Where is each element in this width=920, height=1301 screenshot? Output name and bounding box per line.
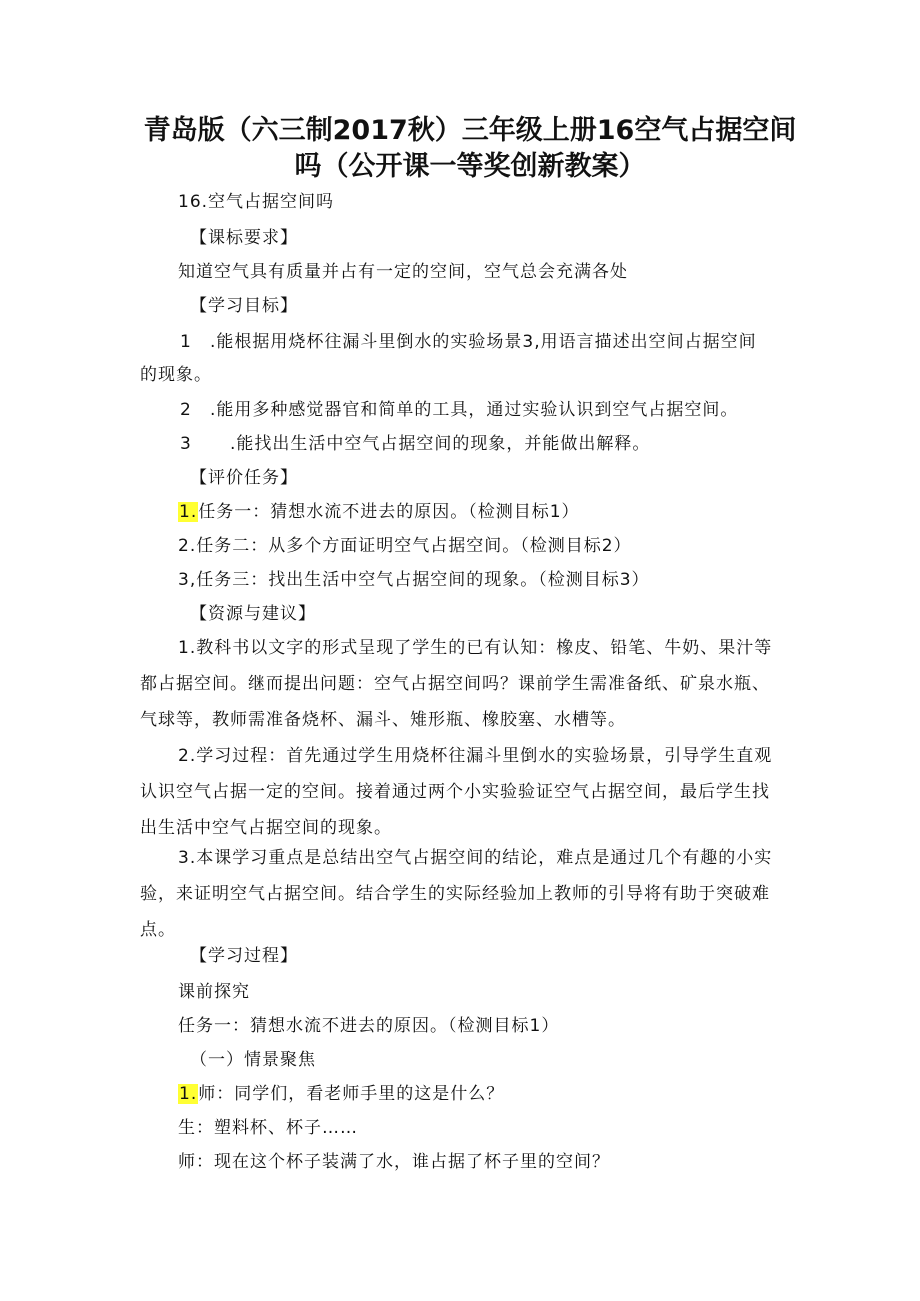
process-heading: 【学习过程】 [190,946,298,966]
evaluation-number: 3, [178,570,197,590]
pre-class-exploration: 课前探究 [178,982,250,1002]
resource-number: 3 [178,848,190,868]
resource-number: 2 [178,746,190,766]
objective-number: 3 [180,434,192,454]
resources-heading: 【资源与建议】 [190,604,316,624]
evaluation-text: 任务三：找出生活中空气占据空间的现象。（检测目标3） [196,570,650,590]
evaluation-text: 任务二：从多个方面证明空气占据空间。（检测目标2） [196,536,632,556]
resource-text: .本课学习重点是总结出空气占据空间的结论，难点是通过几个有趣的小实验，来证明空气占据空间。结合学生的实际经验加上教师的引导将有助于突破难点。 [140,848,773,940]
dialog-line-2: 生：塑料杯、杯子…… [178,1118,358,1138]
document-title-line-1: 青岛版（六三制2017秋）三年级上册16空气占据空间 [143,115,797,146]
objective-item-1 [180,330,757,354]
objective-text: .能根据用烧杯往漏斗里倒水的实验场景3,用语言描述出空间占据空间 [210,332,757,352]
evaluation-number: 2. [178,536,197,556]
dialog-number: 1. [179,1084,198,1104]
objective-number: 1 [180,332,192,352]
lesson-title: 16.空气占据空间吗 [178,192,335,212]
evaluation-number: 1. [179,502,198,522]
evaluation-item-3 [178,568,650,592]
resource-text: .教科书以文字的形式呈现了学生的已有认知：橡皮、铅笔、牛奶、果汁等都占据空间。继而提出问题：空气占据空间吗？课前学生需准备纸、矿泉水瓶、气球等，教师需准备烧杯、漏斗、雉形瓶、橡胶塞、水槽等。 [140,638,773,730]
resource-text: .学习过程：首先通过学生用烧杯往漏斗里倒水的实验场景，引导学生直观认识空气占据一定的空间。接着通过两个小实验验证空气占据空间，最后学生找出生活中空气占据空间的现象。 [140,746,773,838]
document-title-line-2: 吗（公开课一等奖创新教案） [294,151,646,182]
objective-item-1-cont: 的现象。 [140,365,212,385]
evaluation-text: 任务一：猜想水流不进去的原因。（检测目标1） [198,502,580,522]
task-one: 任务一：猜想水流不进去的原因。（检测目标1） [178,1016,560,1036]
dialog-text: 师：同学们，看老师手里的这是什么？ [198,1084,505,1104]
objective-text: .能用多种感觉器官和简单的工具，通过实验认识到空气占据空间。 [210,400,739,420]
objective-item-2 [180,398,738,422]
evaluation-item-1 [178,500,580,524]
resource-paragraph-3 [140,840,785,948]
objectives-heading: 【学习目标】 [190,296,298,316]
evaluation-item-2 [178,534,632,558]
dialog-line-1 [178,1082,504,1106]
objective-number: 2 [180,400,192,420]
section-scenario-focus: （一）情景聚焦 [190,1050,316,1070]
curriculum-heading: 【课标要求】 [190,228,298,248]
dialog-line-3: 师：现在这个杯子装满了水，谁占据了杯子里的空间？ [178,1152,610,1172]
resource-number: 1 [178,638,190,658]
resource-paragraph-2 [140,738,785,846]
evaluation-heading: 【评价任务】 [190,468,298,488]
objective-item-3 [180,432,650,456]
resource-paragraph-1 [140,630,785,738]
curriculum-text: 知道空气具有质量并占有一定的空间，空气总会充满各处 [178,262,628,282]
objective-text: .能找出生活中空气占据空间的现象，并能做出解释。 [230,434,651,454]
